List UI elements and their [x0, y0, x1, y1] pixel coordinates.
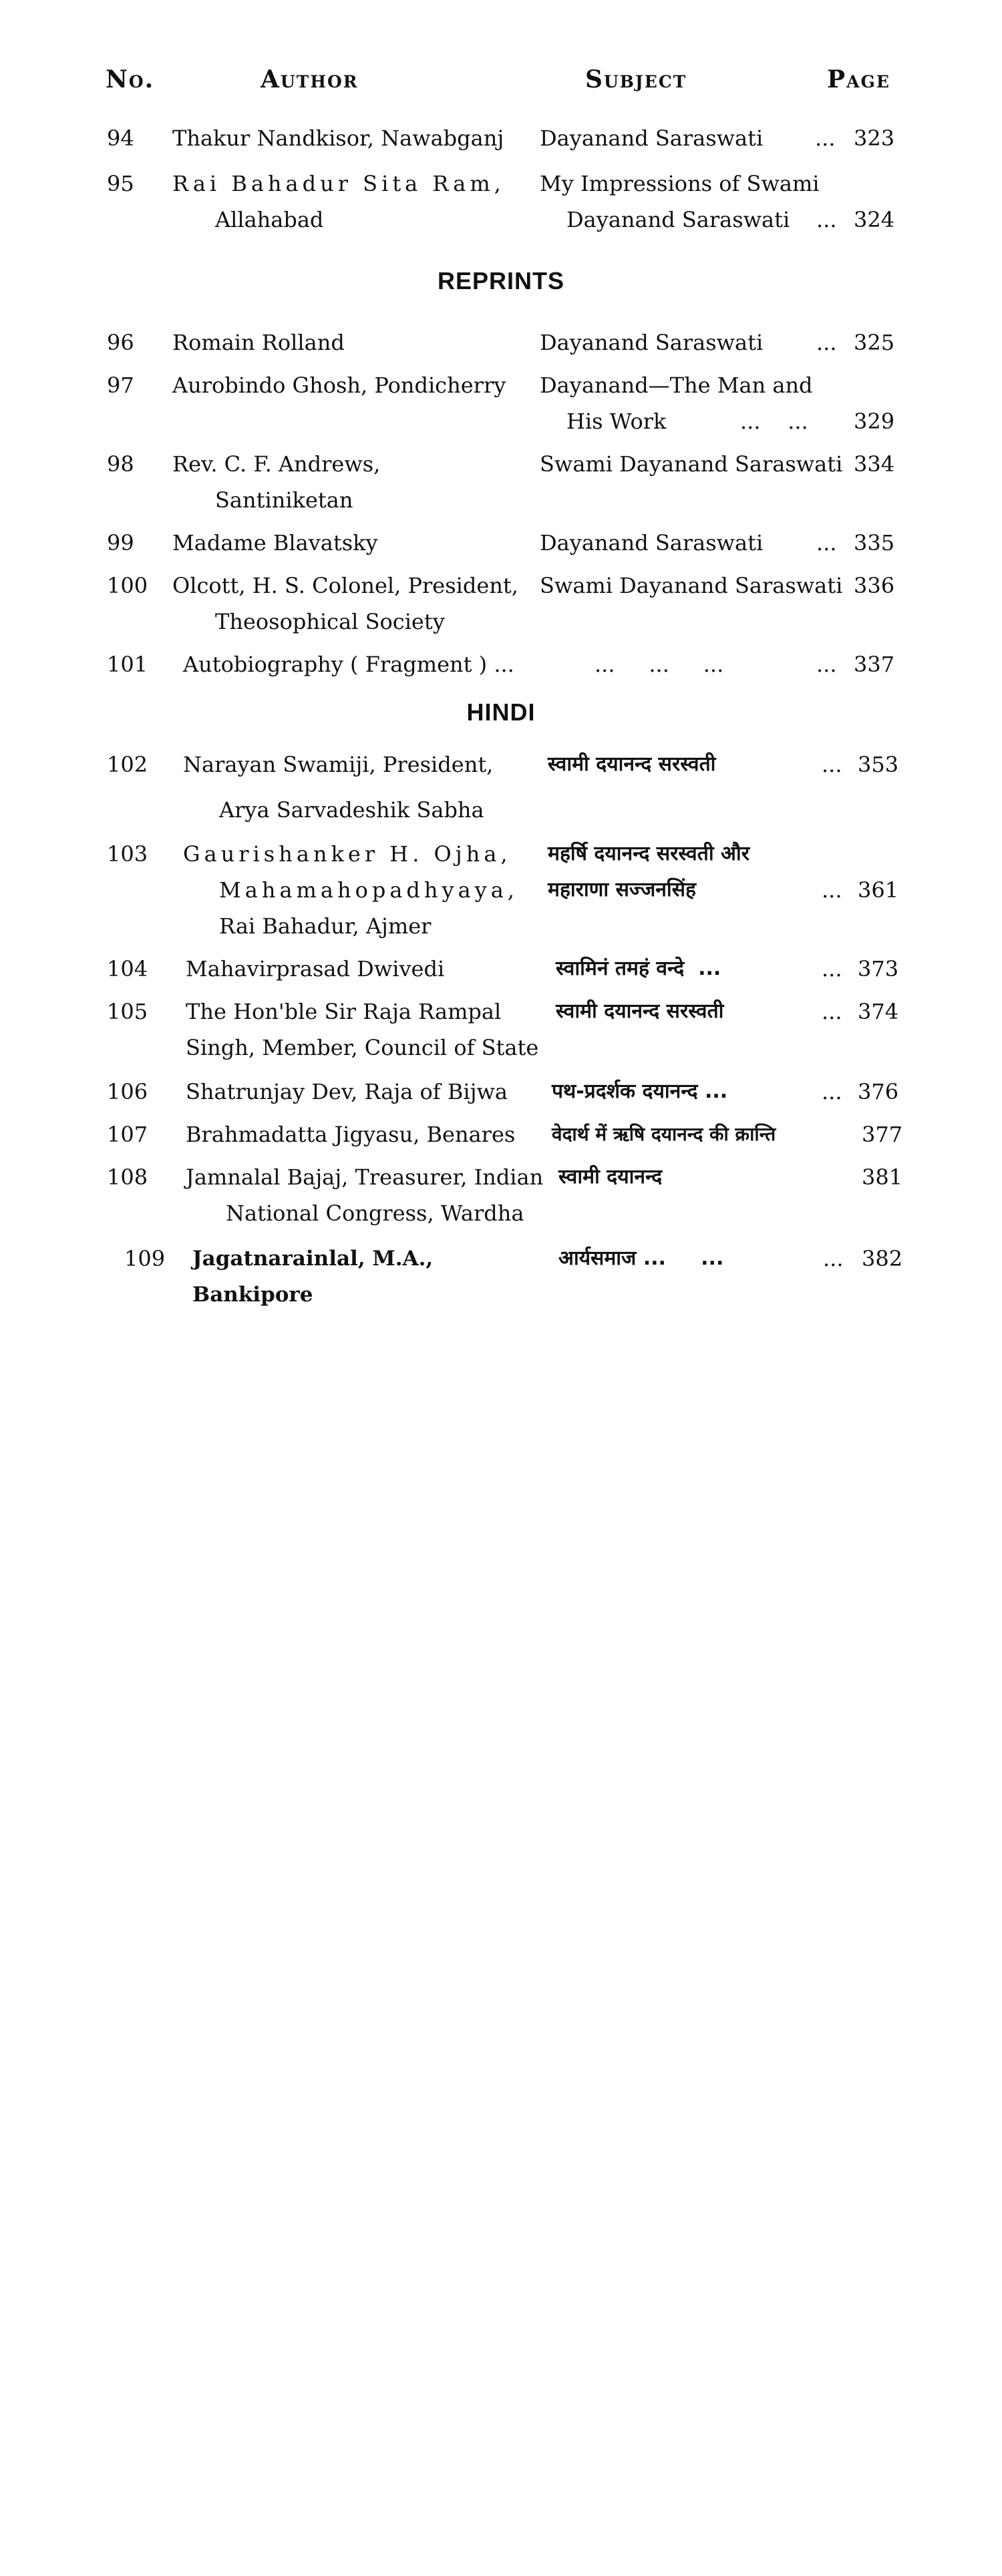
entry-page: 324 — [854, 207, 895, 232]
entry-no: 94 — [107, 126, 134, 151]
entry-page: 337 — [854, 652, 895, 677]
entry-dots: ... — [822, 999, 842, 1024]
entry-subject: वेदार्थ में ऋषि दयानन्द की क्रान्ति — [552, 1123, 776, 1145]
entry-subject: आर्यसमाज ... ... — [558, 1247, 724, 1270]
entry-no: 99 — [107, 530, 134, 556]
entry-no: 105 — [107, 999, 148, 1024]
entry-subject: Dayanand Saraswati — [540, 330, 764, 355]
entry-page: 323 — [854, 126, 895, 151]
entry-dots: ... — [822, 752, 842, 777]
entry-no: 96 — [107, 330, 134, 355]
entry-author: Madame Blavatsky — [172, 530, 378, 556]
entry-dots: ... — [816, 530, 837, 556]
author-line: Santiniketan — [215, 487, 353, 513]
entry-page: 336 — [854, 573, 895, 598]
section-heading-reprints: REPRINTS — [437, 267, 565, 294]
entry-subject: पथ-प्रदर्शक दयानन्द ... — [552, 1080, 728, 1103]
entry-subject: स्वामी दयानन्द — [558, 1165, 663, 1189]
entry-no: 106 — [107, 1079, 148, 1104]
entry-no: 95 — [107, 171, 134, 196]
entry-page: 377 — [862, 1122, 903, 1147]
entry-author: Autobiography ( Fragment ) ... — [183, 652, 514, 677]
entry-author: Aurobindo Ghosh, Pondicherry — [172, 373, 506, 398]
author-line: Rai Bahadur, Ajmer — [219, 913, 432, 939]
subject-line: My Impressions of Swami — [540, 171, 820, 196]
entry-no: 97 — [107, 373, 134, 398]
entry-subject: स्वामी दयानन्द सरस्वती — [548, 753, 716, 776]
entry-no: 102 — [107, 752, 148, 777]
author-line: Theosophical Society — [215, 609, 445, 634]
entry-page: 373 — [858, 956, 899, 982]
entry-author — [183, 836, 544, 944]
entry-author: Romain Rolland — [172, 330, 345, 355]
table-header — [0, 65, 1002, 99]
entry-page: 361 — [858, 877, 899, 903]
author-line: The Hon'ble Sir Raja Rampal — [186, 999, 502, 1024]
entry-author: Mahavirprasad Dwivedi — [186, 956, 445, 982]
entry-no: 103 — [107, 841, 148, 867]
entry-dots: ... ... — [740, 409, 808, 434]
entry-author — [172, 568, 533, 640]
entry-author — [172, 166, 533, 238]
entry-no: 107 — [107, 1122, 148, 1147]
entry-no: 100 — [107, 573, 148, 598]
header-page: Page — [827, 65, 890, 93]
entry-page: 376 — [858, 1079, 899, 1104]
author-line: Narayan Swamiji, President, — [183, 752, 494, 777]
entry-page: 335 — [854, 530, 895, 556]
entry-subject: ... ... ... — [595, 652, 724, 677]
entry-dots: ... — [822, 1079, 842, 1104]
entry-subject: Swami Dayanand Saraswati — [540, 573, 843, 598]
entry-author: Brahmadatta Jigyasu, Benares — [186, 1122, 516, 1147]
entry-page: 329 — [854, 409, 895, 434]
entry-dots: ... — [815, 126, 836, 151]
author-line: Rev. C. F. Andrews, — [172, 451, 381, 477]
entry-no: 98 — [107, 451, 134, 477]
entry-dots: ... — [816, 652, 837, 677]
author-line: Mahamahopadhyaya, — [219, 877, 518, 903]
entry-author — [172, 446, 533, 518]
entry-author — [183, 746, 544, 828]
entry-no: 104 — [107, 956, 148, 982]
entry-page: 374 — [858, 999, 899, 1024]
entry-subject: Dayanand Saraswati — [540, 530, 764, 556]
entry-dots: ... — [816, 330, 837, 355]
entry-dots: ... — [822, 877, 842, 903]
author-line: Jamnalal Bajaj, Treasurer, Indian — [186, 1164, 544, 1190]
header-author: Author — [261, 65, 359, 93]
entry-author: Thakur Nandkisor, Nawabganj — [172, 126, 504, 151]
author-line: National Congress, Wardha — [226, 1201, 524, 1226]
header-no: No. — [106, 65, 155, 93]
entry-dots: ... — [822, 956, 842, 982]
entry-subject: Swami Dayanand Saraswati — [540, 451, 843, 477]
entry-no: 109 — [124, 1246, 166, 1271]
author-line: Gaurishanker H. Ojha, — [183, 841, 512, 867]
author-line: Rai Bahadur Sita Ram, — [172, 171, 505, 196]
header-subject: Subject — [585, 65, 687, 93]
entry-dots: ... — [823, 1246, 844, 1271]
author-line: Allahabad — [215, 207, 324, 232]
entry-subject: स्वामिनं तमहं वन्दे ... — [556, 957, 721, 980]
subject-line: महाराणा सज्जनसिंह — [548, 878, 696, 901]
entry-author — [186, 1159, 546, 1231]
entry-subject — [548, 836, 862, 908]
entry-page: 381 — [862, 1164, 903, 1190]
entry-author — [186, 994, 546, 1066]
entry-author: Jagatnarainlal, M.A., Bankipore — [192, 1247, 434, 1307]
entry-no: 101 — [107, 652, 148, 677]
entry-page: 325 — [854, 330, 895, 355]
entry-page: 382 — [862, 1246, 903, 1271]
entry-page: 334 — [854, 451, 895, 477]
author-line: Singh, Member, Council of State — [186, 1035, 539, 1060]
entry-dots: ... — [816, 207, 837, 232]
subject-line: महर्षि दयानन्द सरस्वती और — [548, 842, 749, 865]
subject-line: His Work — [566, 409, 667, 434]
subject-line: Dayanand—The Man and — [540, 373, 813, 398]
entry-subject: स्वामी दयानन्द सरस्वती — [556, 1000, 724, 1023]
author-line: Arya Sarvadeshik Sabha — [219, 797, 484, 823]
entry-subject — [540, 166, 854, 238]
entry-author: Shatrunjay Dev, Raja of Bijwa — [186, 1079, 508, 1104]
entry-page: 353 — [858, 752, 899, 777]
author-line: Olcott, H. S. Colonel, President, — [172, 573, 518, 598]
entry-subject: Dayanand Saraswati — [540, 126, 764, 151]
subject-line: Dayanand Saraswati — [566, 207, 790, 232]
section-heading-hindi: HINDI — [466, 698, 536, 726]
entry-no: 108 — [107, 1164, 148, 1190]
